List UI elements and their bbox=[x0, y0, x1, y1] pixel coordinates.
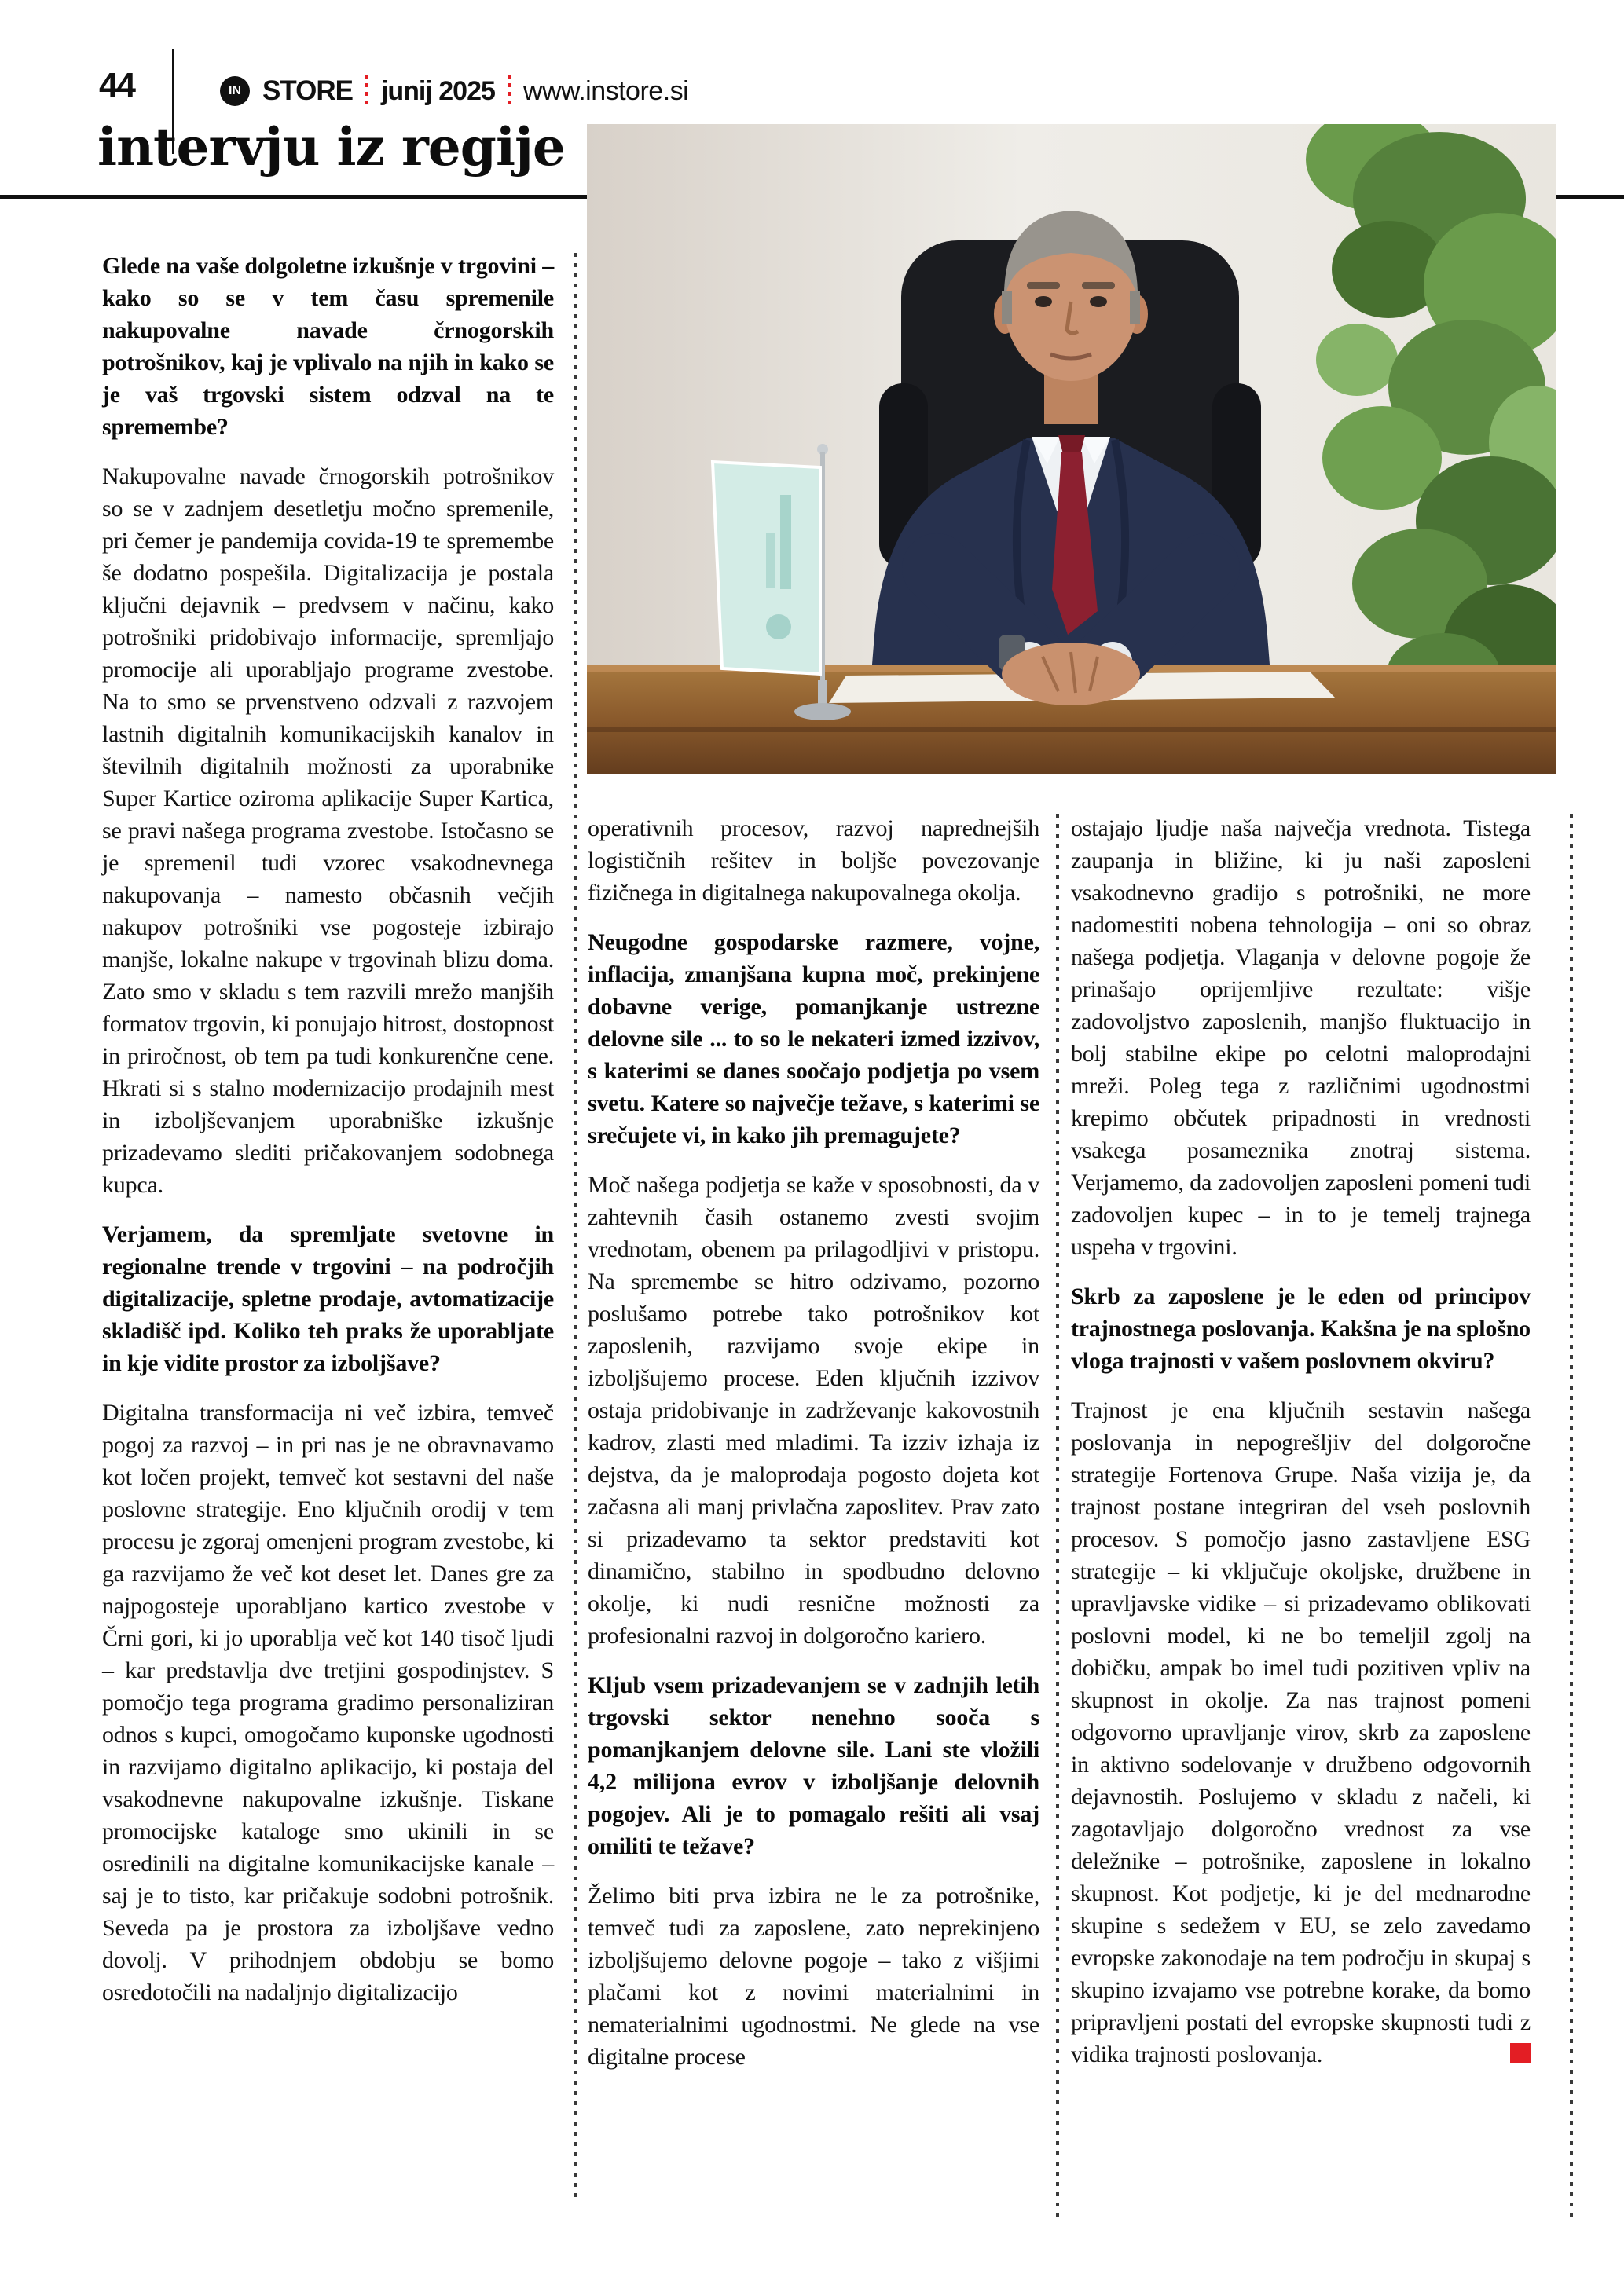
interview-question: Skrb za zaposlene je le eden od principov trajnostnega poslovanja. Kakšna je na splošno vloga trajnosti v vašem poslovnem okviru? bbox=[1071, 1283, 1531, 1374]
interview-question: Kljub vsem prizadevanjem se v zadnjih letih trgovski sektor nenehno sooča s pomanjkanjem delovne sile. Lani ste vložili 4,2 milijona evrov v izboljšanje delovnih pogojev. Ali je to pomagalo rešiti ali vsaj omiliti te težave? bbox=[588, 1672, 1039, 1859]
article-column-1 bbox=[102, 250, 554, 2261]
column-divider bbox=[1056, 814, 1059, 2220]
article-column-2 bbox=[588, 812, 1039, 2273]
masthead bbox=[220, 72, 688, 110]
interview-answer: operativnih procesov, razvoj naprednejših logističnih rešitev in boljše povezovanje fizičnega in digitalnega nakupovalnega okolja. bbox=[588, 815, 1039, 906]
portrait-photo bbox=[587, 124, 1556, 774]
interview-answer: Digitalna transformacija ni več izbira, temveč pogoj za razvoj – in pri nas je ne obravnavamo kot ločen projekt, temveč kot sestavni del naše poslovne strategije. Eno ključnih orodij v tem procesu je zgoraj omenjeni program zvestobe, ki ga razvijamo že več kot deset let. Danes gre za najpogosteje uporabljano kartico zvestobe v Črni gori, ki jo uporablja več kot 140 tisoč ljudi – kar predstavlja dve tretjini gospodinjstev. S pomočjo tega programa gradimo personaliziran odnos s kupci, omogočamo kuponske ugodnosti in razvijamo digitalno aplikacijo, ki postaja del vsakodnevne nakupovalne izkušnje. Tiskane promocijske kataloge smo ukinili in se osredinili na digitalne komunikacijske kanale – saj je to tisto, kar pričakuje sodobni potrošnik. Seveda pa je prostora za izboljšave vedno dovolj. V prihodnjem obdobju se bomo osredotočili na nadaljnjo digitalizacijo bbox=[102, 1400, 554, 2005]
interview-answer: Nakupovalne navade črnogorskih potrošnikov so se v zadnjem desetletju močno spremenile, pri čemer je pandemija covida-19 te spremembe še dodatno pospešila. Digitalizacija je postala ključni dejavnik – predvsem v načinu, kako potrošniki pridobivajo informacije, spremljajo promocije ali uporabljajo programe zvestobe. Na to smo se prvenstveno odzvali z razvojem lastnih digitalnih komunikacijskih kanalov in številnih digitalnih možnosti za uporabnike Super Kartice oziroma aplikacije Super Kartica, se pravi našega programa zvestobe. Istočasno se je spremenil tudi vzorec vsakodnevnega nakupovanja – namesto občasnih večjih nakupov potrošniki vse pogosteje izbirajo manjše, lokalne nakupe v trgovinah blizu doma. Zato smo v skladu s tem razvili mrežo manjših formatov trgovin, ki ponujajo hitrost, dostopnost in priročnost, ob tem pa tudi konkurenčne cene. Hkrati si s stalno modernizacijo prodajnih mest in izboljševanjem uporabniške izkušnje prizadevamo slediti pričakovanjem sodobnega kupca. bbox=[102, 463, 554, 1198]
interview-answer: Trajnost je ena ključnih sestavin našega poslovanja in nepogrešljiv del dolgoročne strategije Fortenova Grupe. Naša vizija je, da trajnost postane integriran del vseh poslovnih procesov. S pomočjo jasno zastavljene ESG strategije – ki vključuje okoljske, družbene in upravljavske vidike – si prizadevamo oblikovati poslovni model, ki ne bo temeljil zgolj na dobičku, ampak bo imel tudi pozitiven vpliv na skupnost in okolje. Za nas trajnost pomeni odgovorno upravljanje virov, skrb za zaposlene in aktivno sodelovanje v družbeno odgovornih dejavnostih. Poslujemo v skladu z načeli, ki zagotavljajo dolgoročno vrednost za vse deležnike – potrošnike, zaposlene in lokalno skupnost. Kot podjetje, ki je del mednarodne skupine s sedežem v EU, se zelo zavedamo evropske zakonodaje na tem področju in skupaj s skupino izvajamo vse potrebne korake, da bomo pripravljeni postati del evropske skupnosti tudi z vidika trajnosti poslovanja. bbox=[1071, 1397, 1531, 2067]
article-end-mark bbox=[1510, 2043, 1531, 2063]
section-title: intervju iz regije bbox=[97, 116, 565, 178]
instore-logo-icon: IN bbox=[220, 76, 250, 106]
interview-question: Glede na vaše dolgoletne izkušnje v trgovini – kako so se v tem času spremenile nakupovalne navade črnogorskih potrošnikov, kaj je vplivalo na njih in kako se je vaš trgovski sistem odzval na te spremembe? bbox=[102, 253, 554, 440]
interview-question: Neugodne gospodarske razmere, vojne, inflacija, zmanjšana kupna moč, prekinjene dobavne verige, pomanjkanje ustrezne delovne sile ... to so le nekateri izmed izzivov, s katerimi se danes soočajo podjetja po vsem svetu. Katere so največje težave, s katerimi se srečujete vi, in kako jih premagujete? bbox=[588, 929, 1039, 1148]
red-dotted-separator-icon bbox=[508, 75, 511, 108]
magazine-logo-name: STORE bbox=[262, 75, 353, 106]
website-url: www.instore.si bbox=[522, 75, 689, 106]
red-dotted-separator-icon bbox=[365, 75, 368, 108]
page-number: 44 bbox=[99, 66, 134, 104]
issue-date: junij 2025 bbox=[380, 75, 495, 106]
article-column-3 bbox=[1071, 812, 1531, 2289]
interview-question: Verjamem, da spremljate svetovne in regionalne trende v trgovini – na področjih digitalizacije, spletne prodaje, avtomatizacije skladišč ipd. Koliko teh praks že uporabljate in kje vidite prostor za izboljšave? bbox=[102, 1221, 554, 1376]
interview-answer: Želimo biti prva izbira ne le za potrošnike, temveč tudi za zaposlene, zato neprekinjeno izboljšujemo delovne pogoje – tako z višjimi plačami kot z novimi materialnimi in nematerialnimi ugodnostmi. Ne glede na vse digitalne procese bbox=[588, 1883, 1039, 2070]
column-divider bbox=[574, 253, 577, 2201]
column-divider bbox=[1570, 814, 1573, 2220]
interview-answer: Moč našega podjetja se kaže v sposobnosti, da v zahtevnih časih ostanemo zvesti svojim vrednotam, obenem pa prilagodljivi v pristopu. Na spremembe se hitro odzivamo, pozorno poslušamo potrebe tako potrošnikov kot zaposlenih, razvijamo svoje ekipe in izboljšujemo procese. Eden ključnih izzivov ostaja pridobivanje in zadrževanje kakovostnih kadrov, zlasti med mladimi. Ta izziv izhaja iz dejstva, da je maloprodaja pogosto dojeta kot začasna ali manj privlačna zaposlitev. Prav zato si prizadevamo ta sektor predstaviti kot dinamično, stabilno in spodbudno delovno okolje, ki nudi resnične možnosti za profesionalni razvoj in dolgoročno kariero. bbox=[588, 1172, 1039, 1649]
interview-answer: ostajajo ljudje naša največja vrednota. Tistega zaupanja in bližine, ki ju naši zaposleni vsakodnevno gradijo s potrošniki, ne more nadomestiti nobena tehnologija – oni so obraz našega podjetja. Vlaganja v delovne pogoje že prinašajo oprijemljive rezultate: višje zadovoljstvo zaposlenih, manjšo fluktuacijo in bolj stabilne ekipe po celotni maloprodajni mreži. Poleg tega z različnimi ugodnostmi krepimo občutek pripadnosti in vrednosti vsakega posameznika znotraj sistema. Verjamemo, da zadovoljen zaposleni pomeni tudi zadovoljen kupec – in to je temelj trajnega uspeha v trgovini. bbox=[1071, 815, 1531, 1260]
